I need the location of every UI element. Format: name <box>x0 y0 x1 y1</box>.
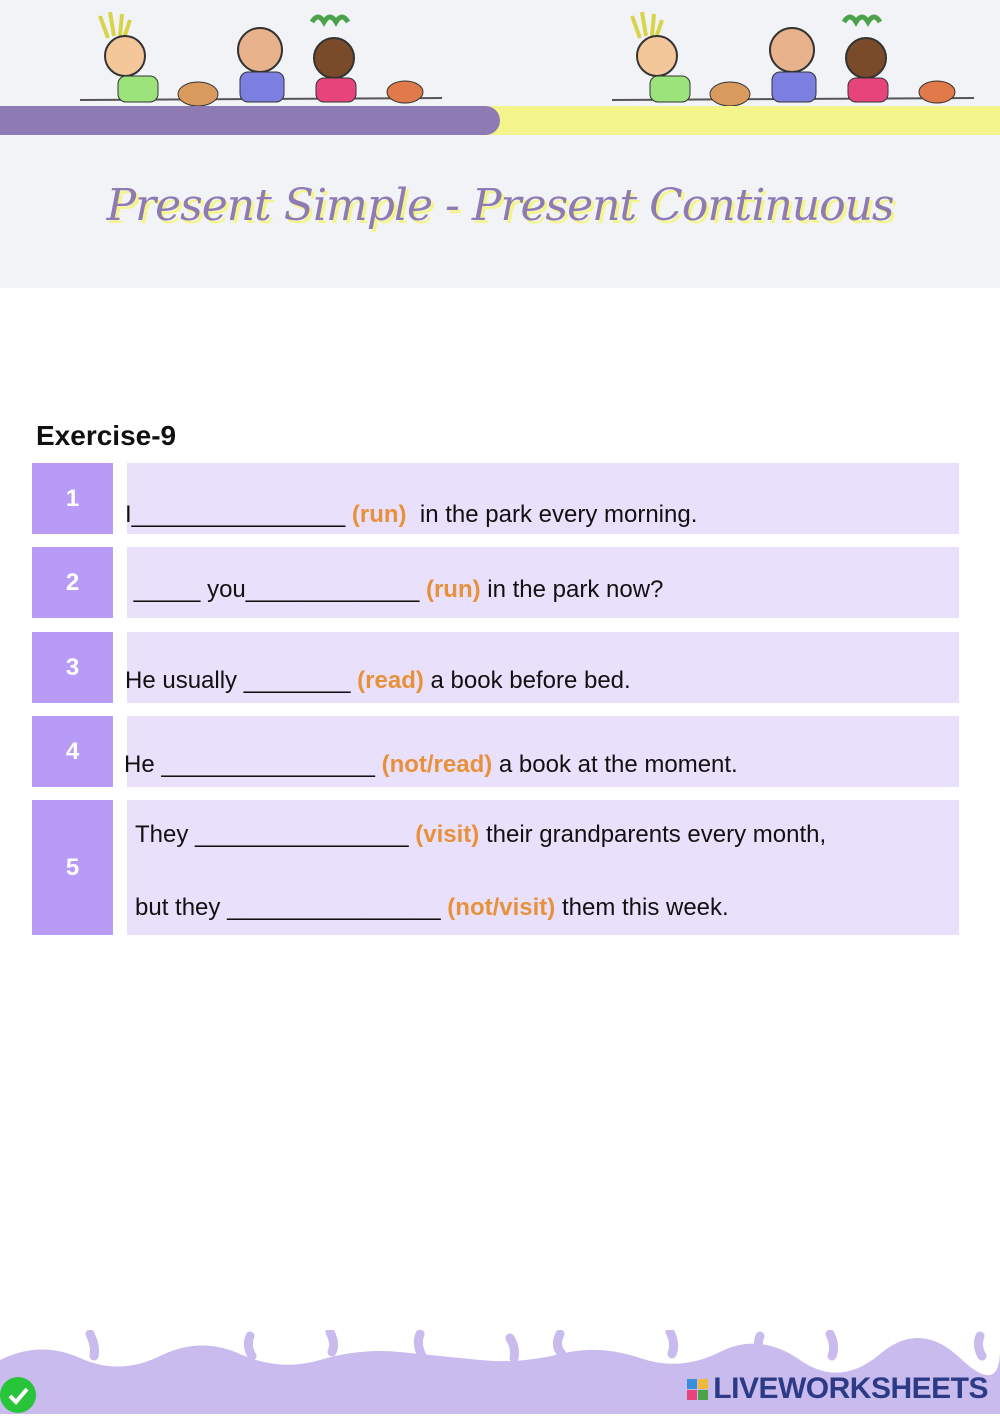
sentence-cell <box>127 632 959 703</box>
verb-hint: (read) <box>357 667 424 694</box>
exercise-row <box>32 547 959 618</box>
verb-hint: (visit) <box>415 821 480 848</box>
exercise-title: Exercise-9 <box>36 420 177 451</box>
row-number: 1 <box>32 463 113 534</box>
sentence-line <box>127 576 663 604</box>
header-bar-purple <box>0 106 500 135</box>
sentence-text: They ________________ <box>135 821 416 848</box>
sentence-text: in the park every morning. <box>406 501 698 528</box>
exercise-row <box>32 632 959 703</box>
sentence-line <box>124 751 738 779</box>
sentence-text: He ________________ <box>124 751 382 778</box>
sentence-text: in the park now? <box>480 576 664 603</box>
row-number: 3 <box>32 632 113 703</box>
header-bar-yellow <box>488 106 1000 135</box>
sentence-text: but they ________________ <box>135 894 448 921</box>
verb-hint: (not/visit) <box>447 894 556 921</box>
sentence-text: I________________ <box>125 501 352 528</box>
exercise-row <box>32 800 959 935</box>
verb-hint: (not/read) <box>381 751 493 778</box>
verb-hint: (run) <box>425 576 481 603</box>
sentence-cell <box>127 800 959 935</box>
sentence-cell <box>124 716 959 787</box>
page-title: Present Simple - Present Continuous <box>106 180 894 231</box>
check-icon <box>0 1377 36 1413</box>
brand-logo <box>687 1372 988 1406</box>
exercise-row <box>32 463 959 534</box>
sentence-cell <box>127 463 959 534</box>
brand-name: LIVEWORKSHEETS <box>713 1372 988 1405</box>
kids-illustration <box>612 8 982 106</box>
row-number: 4 <box>32 716 113 787</box>
kids-illustration <box>80 8 450 106</box>
sentence-text: them this week. <box>555 894 729 921</box>
sentence-line <box>125 667 631 695</box>
liveworksheets-logo-icon <box>687 1379 709 1401</box>
sentence-line <box>135 894 729 922</box>
sentence-line <box>125 501 697 529</box>
sentence-text: a book before bed. <box>423 667 631 694</box>
sentence-line <box>135 821 826 849</box>
sentence-text: a book at the moment. <box>492 751 738 778</box>
verb-hint: (run) <box>351 501 407 528</box>
sentence-text: He usually ________ <box>125 667 358 694</box>
sentence-cell <box>127 547 959 618</box>
exercise-row <box>32 716 959 787</box>
row-number: 2 <box>32 547 113 618</box>
sentence-text: their grandparents every month, <box>479 821 827 848</box>
sentence-text: _____ you_____________ <box>127 576 426 603</box>
row-number: 5 <box>32 800 113 935</box>
header <box>0 0 1000 288</box>
